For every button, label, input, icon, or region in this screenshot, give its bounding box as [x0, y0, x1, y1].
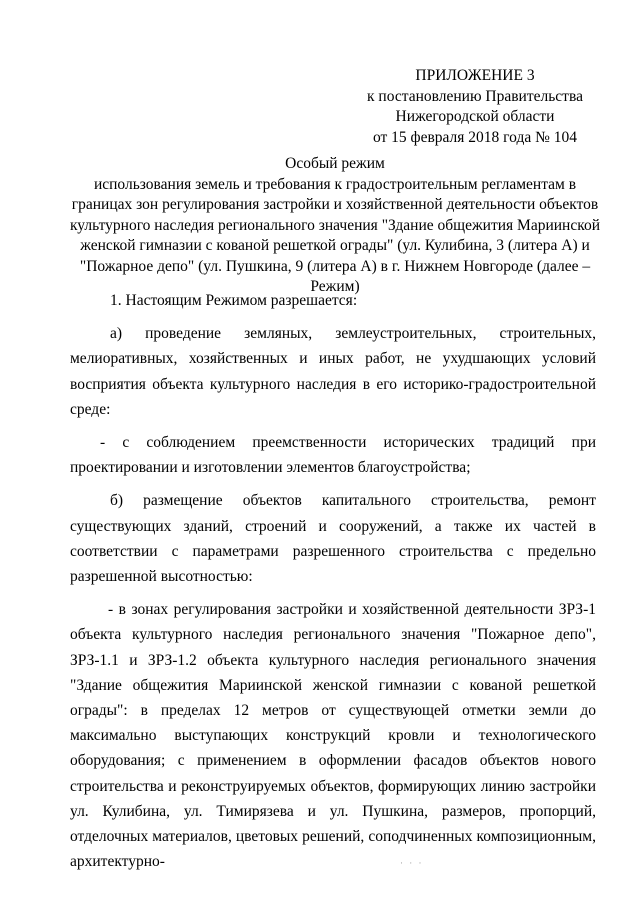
- appendix-header: [340, 66, 610, 148]
- document-body: [70, 288, 596, 874]
- appendix-reference: к постановлению Правительства: [367, 87, 583, 105]
- paragraph-1: 1. Настоящим Режимом разрешается:: [110, 292, 358, 309]
- title-description: использования земель и требования к градостроительным регламентам в границах зон регулирования застройки и хозяйственной деятельности объектов культурного наследия регионального значения "Здание общежития Мариинской женской гимназии с кованой решеткой ограды" (ул. Кулибина, 3 (литера А) и "Пожарное депо" (ул. Пушкина, 9 (литера А) в г. Нижнем Новгороде (далее – Режим): [70, 175, 600, 295]
- title-heading: Особый режим: [285, 155, 385, 172]
- appendix-region: Нижегородской области: [395, 108, 555, 125]
- scan-artifact: · · ·: [400, 858, 424, 868]
- paragraph-a: а) проведение земляных, землеустроительных, строительных, мелиоративных, хозяйственных и иных работ, не ухудшающих условий восприятия объекта культурного наследия в его историко-градостроительной среде:: [70, 325, 596, 418]
- document-title: [70, 154, 600, 298]
- appendix-number: ПРИЛОЖЕНИЕ 3: [415, 67, 535, 84]
- paragraph-b: б) размещение объектов капитального строительства, ремонт существующих зданий, строений и сооружений, а также их частей в соответствии с параметрами разрешенного строительства с предельно разрешенной высотностью:: [70, 492, 596, 586]
- appendix-date-number: от 15 февраля 2018 года № 104: [372, 128, 578, 146]
- paragraph-a-bullet: - с соблюдением преемственности исторических традиций при проектировании и изготовлении элементов благоустройства;: [70, 434, 596, 477]
- paragraph-b-bullet: - в зонах регулирования застройки и хозяйственной деятельности ЗРЗ-1 объекта культурного наследия регионального значения "Пожарное депо", ЗРЗ-1.1 и ЗРЗ-1.2 объекта культурного наследия регионального значения "Здание общежития Мариинской женской гимназии с кованой решеткой ограды": в пределах 12 метров от существующей отметки земли до максимально выступающих конструкций кровли и технологического оборудования; с применением в оформлении фасадов объектов нового строительства и реконструируемых объектов, формирующих линию застройки ул. Кулибина, ул. Тимирязева и ул. Пушкина, размеров, пропорций, отделочных материалов, цветовых решений, соподчиненных композиционным, архитектурно-: [70, 601, 596, 871]
